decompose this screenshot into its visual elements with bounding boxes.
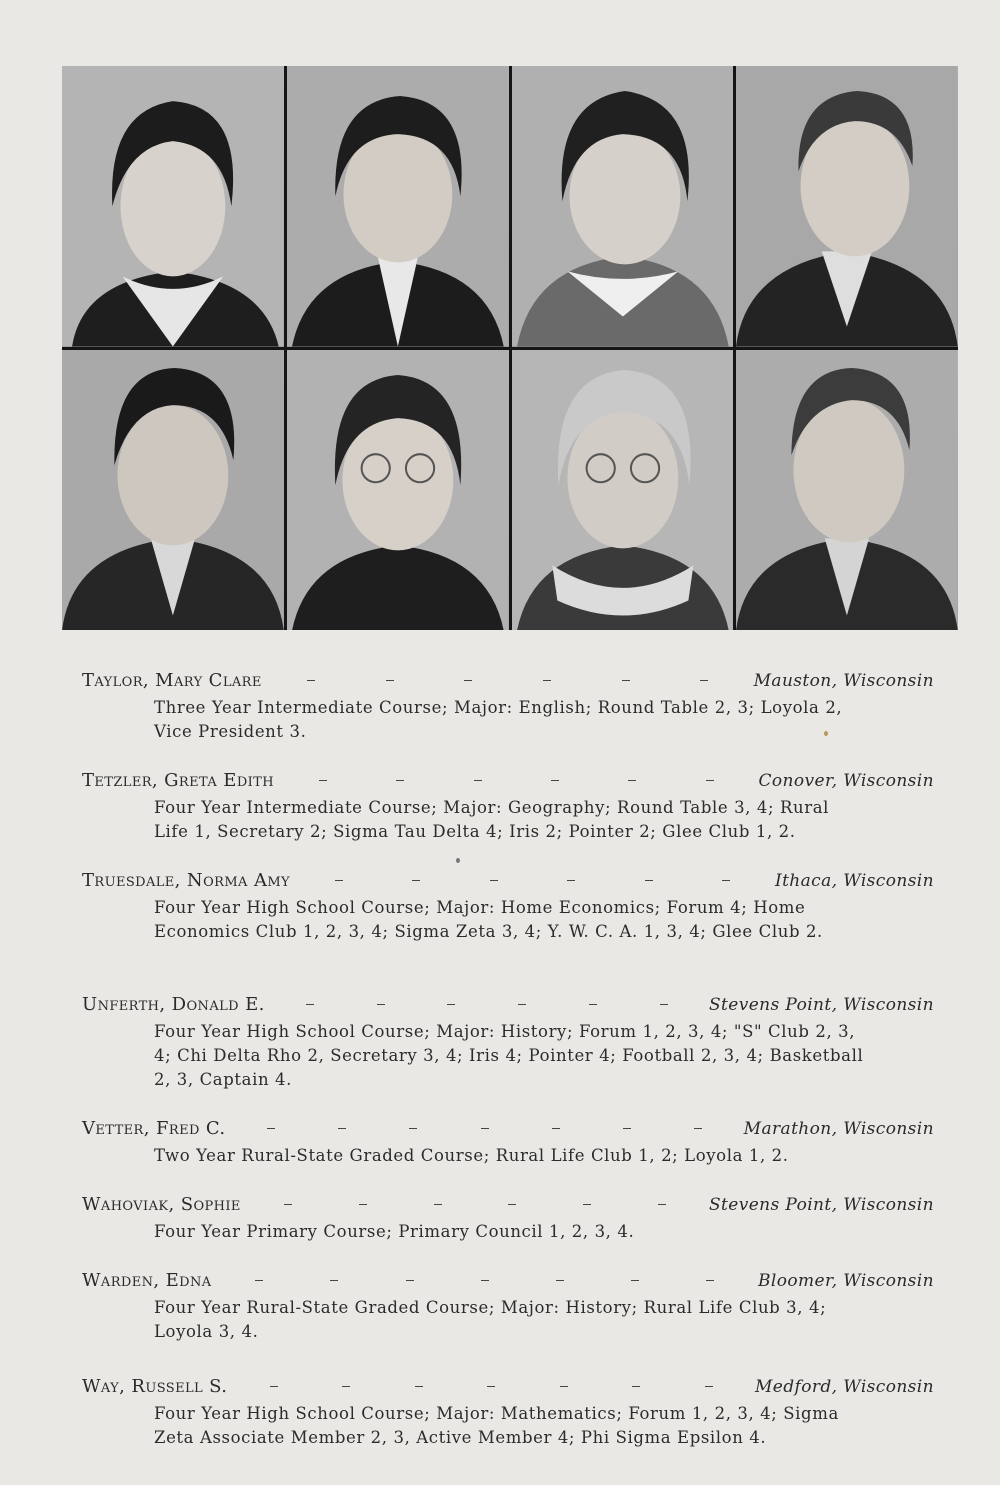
student-name: Unferth, Donald E. (82, 994, 265, 1015)
portrait-photo (62, 350, 284, 631)
hometown: Bloomer, Wisconsin (758, 1271, 934, 1291)
activities: Four Year High School Course; Major: History; Forum 1, 2, 3, 4; "S" Club 2, 3, 4; Chi Delta Rho 2, Secretary 3, 4; Iris 4; Pointer 4; Football 2, 3, 4; Basketball 2, 3, Captain 4. (154, 1022, 864, 1089)
student-entry (82, 670, 934, 744)
hometown: Ithaca, Wisconsin (774, 871, 934, 891)
portrait-grid (62, 66, 958, 630)
portrait-photo (287, 66, 509, 347)
student-entry (82, 1118, 934, 1168)
activities: Four Year High School Course; Major: Mathematics; Forum 1, 2, 3, 4; Sigma Zeta Associate Member 2, 3, Active Member 4; Phi Sigma Epsilon 4. (154, 1404, 839, 1447)
student-entry (82, 994, 934, 1092)
student-name: Vetter, Fred C. (82, 1118, 226, 1139)
hometown: Stevens Point, Wisconsin (708, 1195, 934, 1215)
leader-dashes (290, 885, 775, 887)
leader-dashes (262, 685, 754, 687)
hometown: Mauston, Wisconsin (753, 671, 934, 691)
leader-dashes (212, 1285, 758, 1287)
leader-dashes (227, 1391, 755, 1393)
hometown: Conover, Wisconsin (758, 771, 934, 791)
activities: Two Year Rural-State Graded Course; Rural Life Club 1, 2; Loyola 1, 2. (154, 1146, 789, 1165)
leader-dashes (274, 785, 758, 787)
activities: Four Year Intermediate Course; Major: Geography; Round Table 3, 4; Rural Life 1, Secretary 2; Sigma Tau Delta 4; Iris 2; Pointer 2; Glee Club 1, 2. (154, 798, 830, 841)
activities: Three Year Intermediate Course; Major: English; Round Table 2, 3; Loyola 2, Vice President 3. (154, 698, 843, 741)
portrait-photo (736, 66, 958, 347)
student-entry (82, 1270, 934, 1344)
activities: Four Year High School Course; Major: Home Economics; Forum 4; Home Economics Club 1, 2, 3, 4; Sigma Zeta 3, 4; Y. W. C. A. 1, 3, 4; Glee Club 2. (154, 898, 823, 941)
portrait-photo (62, 66, 284, 347)
student-entry (82, 870, 934, 944)
student-entry (82, 1194, 934, 1244)
portrait-photo (736, 350, 958, 631)
student-entry (82, 770, 934, 844)
hometown: Medford, Wisconsin (754, 1377, 934, 1397)
portrait-photo (512, 350, 734, 631)
student-name: Tetzler, Greta Edith (82, 770, 274, 791)
portrait-photo (287, 350, 509, 631)
leader-dashes (226, 1133, 744, 1135)
student-name: Way, Russell S. (82, 1376, 228, 1397)
hometown: Stevens Point, Wisconsin (708, 995, 934, 1015)
leader-dashes (265, 1009, 709, 1011)
paper-speck (824, 731, 828, 736)
activities: Four Year Primary Course; Primary Council 1, 2, 3, 4. (154, 1222, 635, 1241)
activities: Four Year Rural-State Graded Course; Major: History; Rural Life Club 3, 4; Loyola 3, 4. (154, 1298, 827, 1341)
student-entry (82, 1376, 934, 1450)
portrait-photo (512, 66, 734, 347)
student-name: Wahoviak, Sophie (82, 1194, 241, 1215)
paper-speck (456, 858, 460, 863)
student-name: Taylor, Mary Clare (82, 670, 262, 691)
student-name: Truesdale, Norma Amy (82, 870, 291, 891)
leader-dashes (241, 1209, 709, 1211)
hometown: Marathon, Wisconsin (743, 1119, 934, 1139)
student-name: Warden, Edna (82, 1270, 212, 1291)
